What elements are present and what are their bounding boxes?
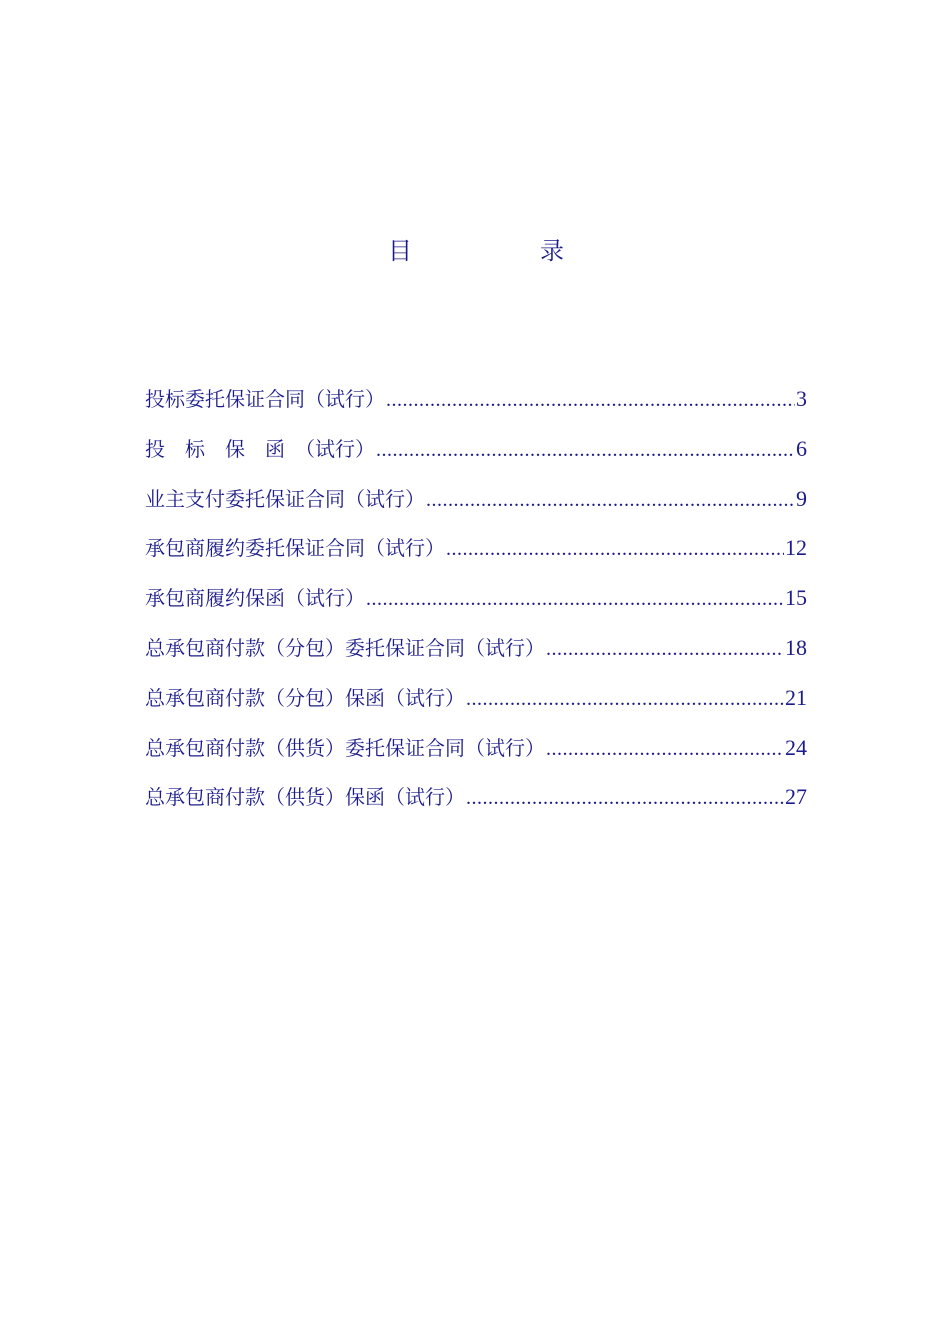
toc-entry[interactable] bbox=[145, 483, 807, 533]
toc-title-char-1: 目 bbox=[388, 237, 412, 265]
toc-leader-dots bbox=[366, 583, 784, 615]
toc-entry-label: 投标委托保证合同（试行） bbox=[145, 387, 385, 411]
table-of-contents bbox=[145, 383, 807, 831]
toc-title bbox=[0, 234, 950, 268]
toc-entry[interactable] bbox=[145, 781, 807, 831]
toc-entry-page: 18 bbox=[785, 634, 807, 660]
toc-entry[interactable] bbox=[145, 582, 807, 632]
toc-entry-page: 21 bbox=[785, 684, 807, 710]
toc-entry[interactable] bbox=[145, 433, 807, 483]
toc-entry-page: 27 bbox=[785, 784, 807, 810]
toc-entry-page: 9 bbox=[796, 485, 807, 511]
toc-leader-dots bbox=[446, 533, 784, 565]
toc-entry-page: 12 bbox=[785, 535, 807, 561]
toc-entry[interactable] bbox=[145, 732, 807, 782]
toc-entry-page: 6 bbox=[796, 435, 807, 461]
toc-leader-dots bbox=[546, 733, 784, 765]
toc-entry-label: 总承包商付款（分包）保函（试行） bbox=[145, 685, 465, 710]
toc-leader-dots bbox=[466, 782, 784, 814]
toc-entry-page: 15 bbox=[785, 585, 807, 611]
toc-entry[interactable] bbox=[145, 532, 807, 582]
toc-entry-label: 承包商履约委托保证合同（试行） bbox=[145, 536, 445, 561]
toc-title-char-2: 录 bbox=[540, 237, 564, 265]
toc-entry-label: 投 标 保 函 （试行） bbox=[145, 436, 375, 461]
toc-leader-dots bbox=[466, 683, 784, 715]
toc-entry-page: 24 bbox=[785, 734, 807, 760]
toc-leader-dots bbox=[546, 633, 784, 665]
toc-entry[interactable] bbox=[145, 682, 807, 732]
toc-entry-label: 承包商履约保函（试行） bbox=[145, 586, 365, 611]
toc-leader-dots bbox=[386, 384, 795, 416]
toc-entry-label: 业主支付委托保证合同（试行） bbox=[145, 486, 425, 511]
toc-entry-label: 总承包商付款（供货）保函（试行） bbox=[145, 785, 465, 810]
toc-entry[interactable] bbox=[145, 632, 807, 682]
toc-entry-label: 总承包商付款（分包）委托保证合同（试行） bbox=[145, 635, 545, 660]
toc-entry-label: 总承包商付款（供货）委托保证合同（试行） bbox=[145, 735, 545, 760]
toc-entry[interactable] bbox=[145, 383, 807, 433]
toc-leader-dots bbox=[426, 484, 795, 516]
toc-leader-dots bbox=[376, 434, 795, 466]
toc-entry-page: 3 bbox=[796, 386, 807, 411]
